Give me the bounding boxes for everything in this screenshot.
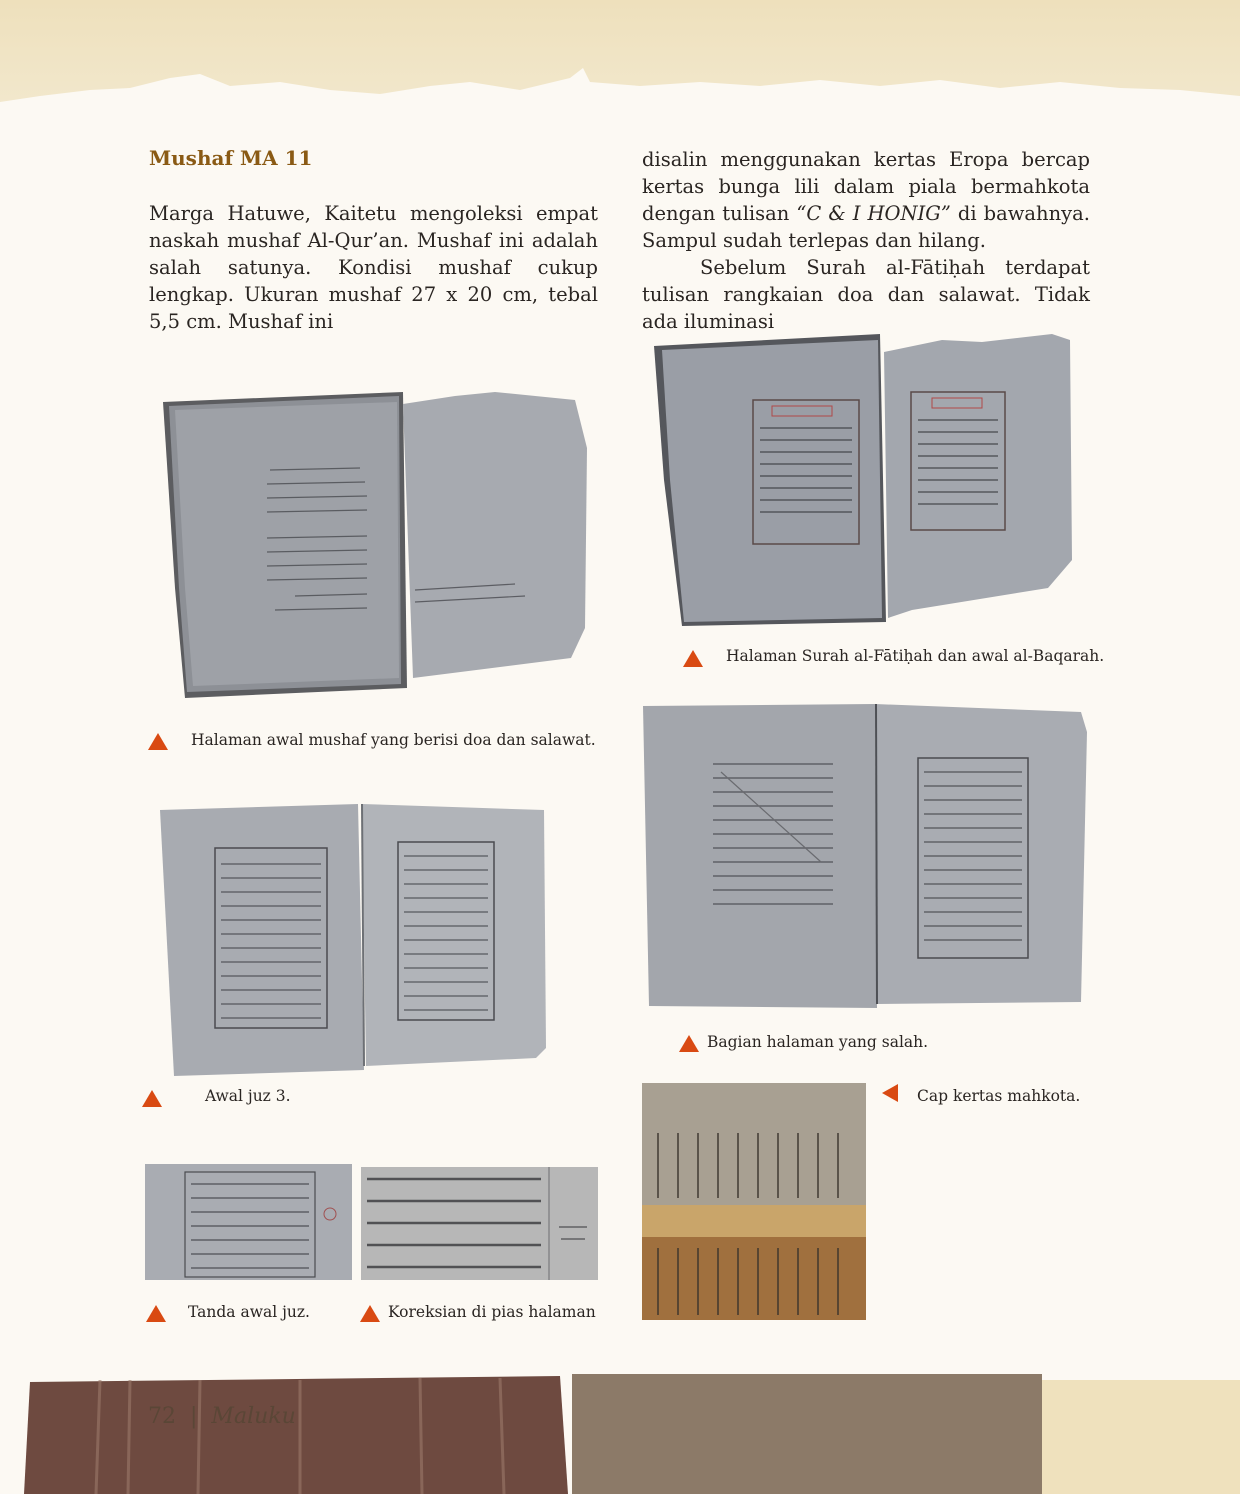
caption-bagian-salah: Bagian halaman yang salah. — [707, 1033, 929, 1051]
caption-halaman-awal: Halaman awal mushaf yang berisi doa dan salawat. — [191, 731, 596, 749]
watermark-inscription: “C & I HONIG” — [796, 202, 951, 225]
footer-separator: | — [190, 1404, 198, 1429]
caption-marker-icon — [683, 650, 703, 667]
caption-marker-icon — [148, 733, 168, 750]
photo-cap-kertas — [642, 1083, 866, 1320]
caption-koreksian: Koreksian di pias halaman — [388, 1303, 596, 1321]
page-footer — [148, 1404, 296, 1429]
right-paragraph-2: Sebelum Surah al-Fātiḥah terdapat tulisan rangkaian doa dan salawat. Tidak ada iluminasi — [642, 256, 1090, 333]
photo-fatihah-spread — [652, 330, 1077, 630]
photo-koreksian — [361, 1167, 598, 1280]
caption-cap-kertas: Cap kertas mahkota. — [917, 1087, 1081, 1105]
photo-bagian-salah — [641, 702, 1089, 1010]
photo-opening-page — [155, 388, 595, 703]
photo-tanda-awal-juz — [145, 1164, 352, 1280]
left-paragraph: Marga Hatuwe, Kaitetu mengoleksi empat naskah mushaf Al-Qur’an. Mushaf ini adalah salah satunya. Kondisi mushaf cukup lengkap. Ukuran mushaf 27 x 20 cm, tebal 5,5 cm. Mushaf ini — [149, 202, 598, 333]
right-paragraph-1: disalin menggunakan kertas Eropa bercap kertas bunga lili dalam piala bermahkota dengan tulisan “C & I HONIG” di bawahnya. Sampul sudah terlepas dan hilang. — [642, 148, 1090, 252]
caption-marker-icon — [679, 1035, 699, 1052]
caption-marker-icon — [360, 1305, 380, 1322]
left-text-column — [149, 200, 598, 335]
footer-region: Maluku — [211, 1404, 296, 1429]
caption-fatihah: Halaman Surah al-Fātiḥah dan awal al-Baqarah. — [726, 647, 1105, 665]
bottom-decorative-strip — [0, 1370, 1240, 1494]
caption-tanda-awal-juz: Tanda awal juz. — [188, 1303, 310, 1321]
torn-paper-edge — [0, 60, 1240, 120]
caption-marker-left-icon — [882, 1084, 898, 1102]
caption-marker-icon — [146, 1305, 166, 1322]
photo-awal-juz3 — [158, 798, 550, 1080]
caption-marker-icon — [142, 1090, 162, 1107]
section-heading: Mushaf MA 11 — [149, 146, 313, 170]
right-text-column — [642, 146, 1090, 335]
caption-awal-juz3: Awal juz 3. — [205, 1087, 291, 1105]
page-number: 72 — [148, 1404, 176, 1429]
